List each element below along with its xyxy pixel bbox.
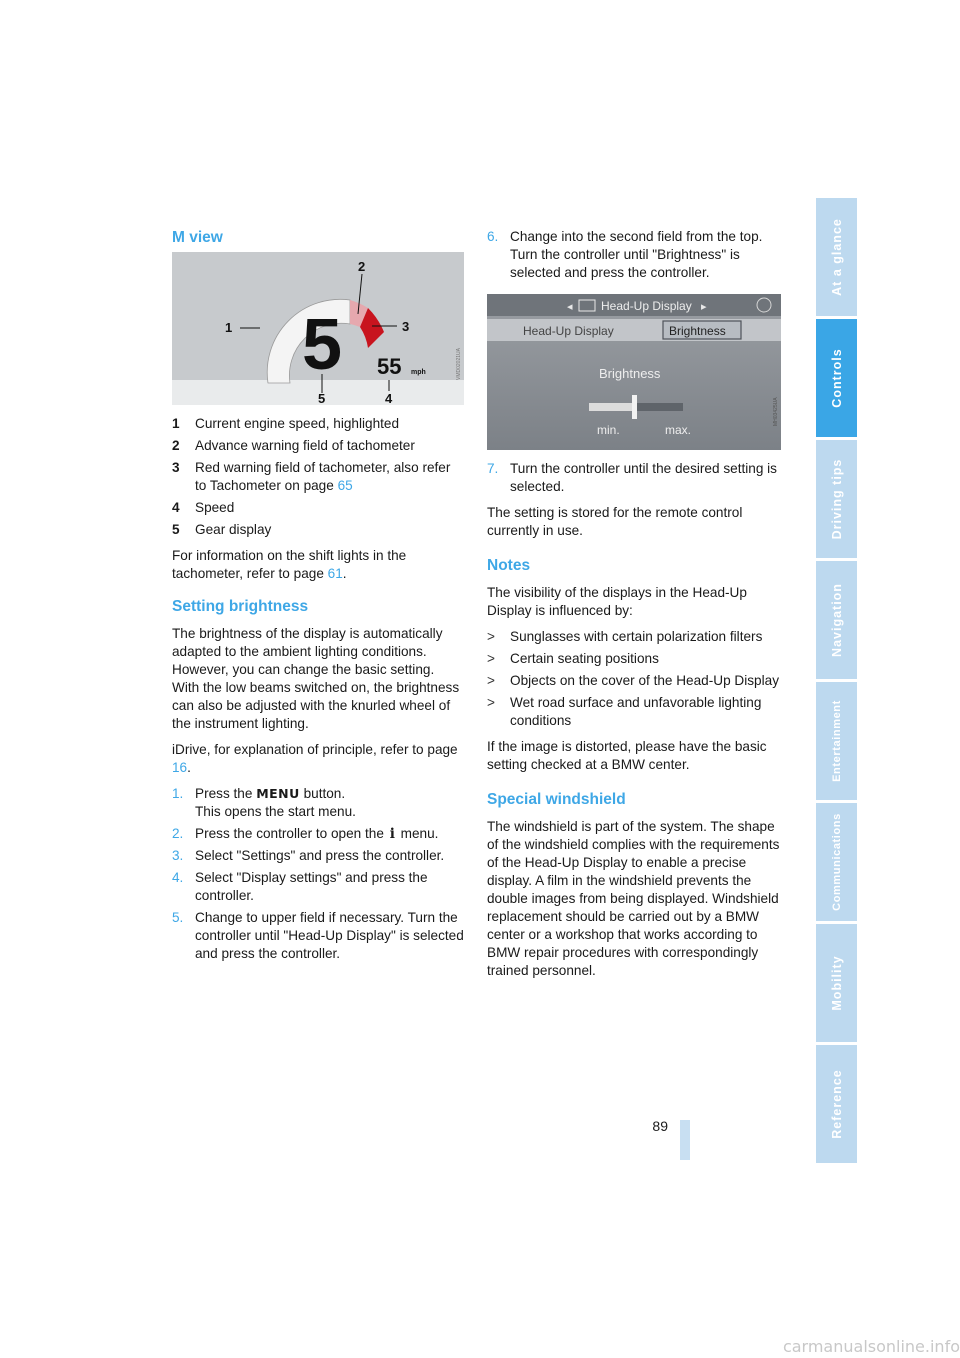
legend-item [172, 499, 464, 517]
nav-right-arrow-icon[interactable]: ▸ [701, 301, 707, 313]
step-3 [172, 847, 464, 865]
notes-item-text: Sunglasses with certain polarization filters [510, 629, 763, 644]
shift-lights-paragraph [172, 547, 464, 583]
step-text: Select "Settings" and press the controller. [195, 848, 445, 863]
page-number: 89 [652, 1118, 668, 1134]
tab-controls[interactable] [816, 319, 857, 437]
step-7 [487, 460, 783, 496]
legend-text: Gear display [195, 522, 272, 537]
step-number: 3. [172, 848, 184, 863]
tab-label: Entertainment [830, 700, 843, 782]
slider-fill [589, 403, 637, 411]
step-text-part: Press the [195, 786, 257, 801]
callout-4: 4 [385, 391, 393, 405]
punctuation: . [187, 760, 191, 775]
notes-item [487, 628, 783, 646]
figure-photo-code: VMD02021UA [456, 348, 462, 380]
step-text-part: Press the controller to open the [195, 826, 388, 841]
bullet-marker: > [487, 651, 495, 666]
slider-max-label: max. [665, 423, 692, 437]
step-number: 4. [172, 870, 184, 885]
slider-min-label: min. [597, 423, 620, 437]
notes-item [487, 694, 783, 730]
page-number-bar [680, 1120, 690, 1160]
hud-brightness-figure [487, 294, 781, 450]
step-4 [172, 869, 464, 905]
step-text: Change into the second field from the top. Turn the controller until "Brightness" is selected and press the controller. [510, 229, 763, 280]
tab-entertainment[interactable] [816, 682, 857, 800]
notes-item-text: Certain seating positions [510, 651, 659, 666]
step-text [195, 785, 464, 821]
step-text-part: button. [299, 786, 346, 801]
page-link-16[interactable]: 16 [172, 760, 188, 775]
step-text: Select "Display settings" and press the controller. [195, 870, 428, 903]
idrive-text: iDrive, for explanation of principle, refer to page [172, 742, 458, 757]
tab-label: Controls [829, 348, 844, 408]
distorted-paragraph: If the image is distorted, please have the basic setting checked at a BMW center. [487, 739, 767, 772]
tab-reference[interactable] [816, 1045, 857, 1163]
panel-title: Brightness [599, 366, 661, 381]
step-number: 5. [172, 910, 184, 925]
step-5 [172, 909, 464, 963]
notes-item-text: Wet road surface and unfavorable lighting conditions [510, 695, 762, 728]
speed-unit: mph [411, 369, 426, 376]
legend-number: 3 [172, 460, 180, 475]
notes-item [487, 650, 783, 668]
page-link-65[interactable]: 65 [337, 478, 353, 493]
tab-label: Communications [830, 813, 843, 911]
idrive-paragraph [172, 741, 464, 777]
slider-thumb[interactable] [632, 395, 637, 419]
windshield-paragraph: The windshield is part of the system. The shape of the windshield complies with the requirements of the Head-Up Display to enable a precise display. A film in the windshield prevents the double images from being displayed. Windshield replacement should be carried out by a BMW center or a workshop that works according to BMW repair procedures with correspondingly trained personnel. [487, 819, 780, 978]
tab-label: Mobility [829, 955, 844, 1011]
legend-text: Red warning field of tachometer, also refer to Tachometer on page [195, 460, 451, 493]
step-number: 6. [487, 229, 499, 244]
field-selected-label: Brightness [669, 324, 726, 338]
tab-at-a-glance[interactable] [816, 198, 857, 316]
legend-number: 5 [172, 522, 180, 537]
legend-number: 2 [172, 438, 180, 453]
field-label: Head-Up Display [523, 324, 614, 338]
stored-paragraph: The setting is stored for the remote control currently in use. [487, 505, 743, 538]
brightness-paragraph: The brightness of the display is automatically adapted to the ambient lighting conditions. However, you can change the basic setting. With the low beams switched on, the brightness can also be adjusted with the knurled wheel of the instrument lighting. [172, 626, 460, 731]
notes-intro: The visibility of the displays in the Head-Up Display is influenced by: [487, 585, 747, 618]
page-link-61[interactable]: 61 [327, 566, 343, 581]
tab-label: Navigation [829, 583, 844, 657]
legend-item [172, 521, 464, 539]
step-text-part: This opens the start menu. [195, 804, 356, 819]
step-text: Change to upper field if necessary. Turn the controller until "Head-Up Display" is selected and press the controller. [195, 910, 464, 961]
tab-mobility[interactable] [816, 924, 857, 1042]
right-column [487, 228, 783, 988]
nav-title: Head-Up Display [601, 299, 692, 313]
watermark: carmanualsonline.info [782, 1337, 960, 1356]
tab-label: At a glance [829, 218, 844, 296]
legend-number: 1 [172, 416, 180, 431]
legend-text-with-link [195, 459, 464, 495]
bullet-marker: > [487, 695, 495, 710]
legend-text: Speed [195, 500, 235, 515]
callout-5: 5 [318, 391, 326, 405]
legend-item [172, 437, 464, 455]
legend-text: Current engine speed, highlighted [195, 416, 400, 431]
shift-lights-text: For information on the shift lights in the tachometer, refer to page [172, 548, 407, 581]
menu-key-label: MENU [256, 786, 300, 801]
tab-label: Driving tips [829, 458, 844, 540]
tab-driving-tips[interactable] [816, 440, 857, 558]
step-text [195, 825, 464, 843]
step-2 [172, 825, 464, 843]
chapter-tabs [816, 198, 857, 1166]
callout-2: 2 [358, 259, 366, 274]
speed-display: 55 [377, 354, 402, 379]
tab-communications[interactable] [816, 803, 857, 921]
step-number: 1. [172, 786, 184, 801]
legend-item [172, 415, 464, 433]
setting-brightness-heading: Setting brightness [172, 598, 309, 615]
legend-text: Advance warning field of tachometer [195, 438, 415, 453]
nav-left-arrow-icon[interactable]: ◂ [567, 301, 573, 313]
gear-display: 5 [302, 305, 343, 385]
legend-item [172, 459, 464, 495]
step-number: 7. [487, 461, 499, 476]
bullet-marker: > [487, 629, 495, 644]
info-icon: i [389, 826, 395, 842]
punctuation: . [342, 566, 347, 581]
m-view-figure [172, 252, 464, 405]
notes-item-text: Objects on the cover of the Head-Up Display [510, 673, 779, 688]
notes-item [487, 672, 783, 690]
legend-number: 4 [172, 500, 180, 515]
callout-3: 3 [402, 319, 410, 334]
step-text-part: menu. [396, 826, 439, 841]
step-6 [487, 228, 783, 282]
bullet-marker: > [487, 673, 495, 688]
tab-navigation[interactable] [816, 561, 857, 679]
figure-photo-code: MH03425UA [773, 397, 779, 426]
special-windshield-heading: Special windshield [487, 791, 626, 808]
tab-label: Reference [829, 1069, 844, 1139]
notes-heading: Notes [487, 557, 531, 574]
m-view-heading: M view [172, 229, 223, 246]
callout-1: 1 [225, 320, 233, 335]
step-text: Turn the controller until the desired setting is selected. [510, 461, 777, 494]
step-1 [172, 785, 464, 821]
step-number: 2. [172, 826, 184, 841]
left-column [172, 228, 464, 967]
